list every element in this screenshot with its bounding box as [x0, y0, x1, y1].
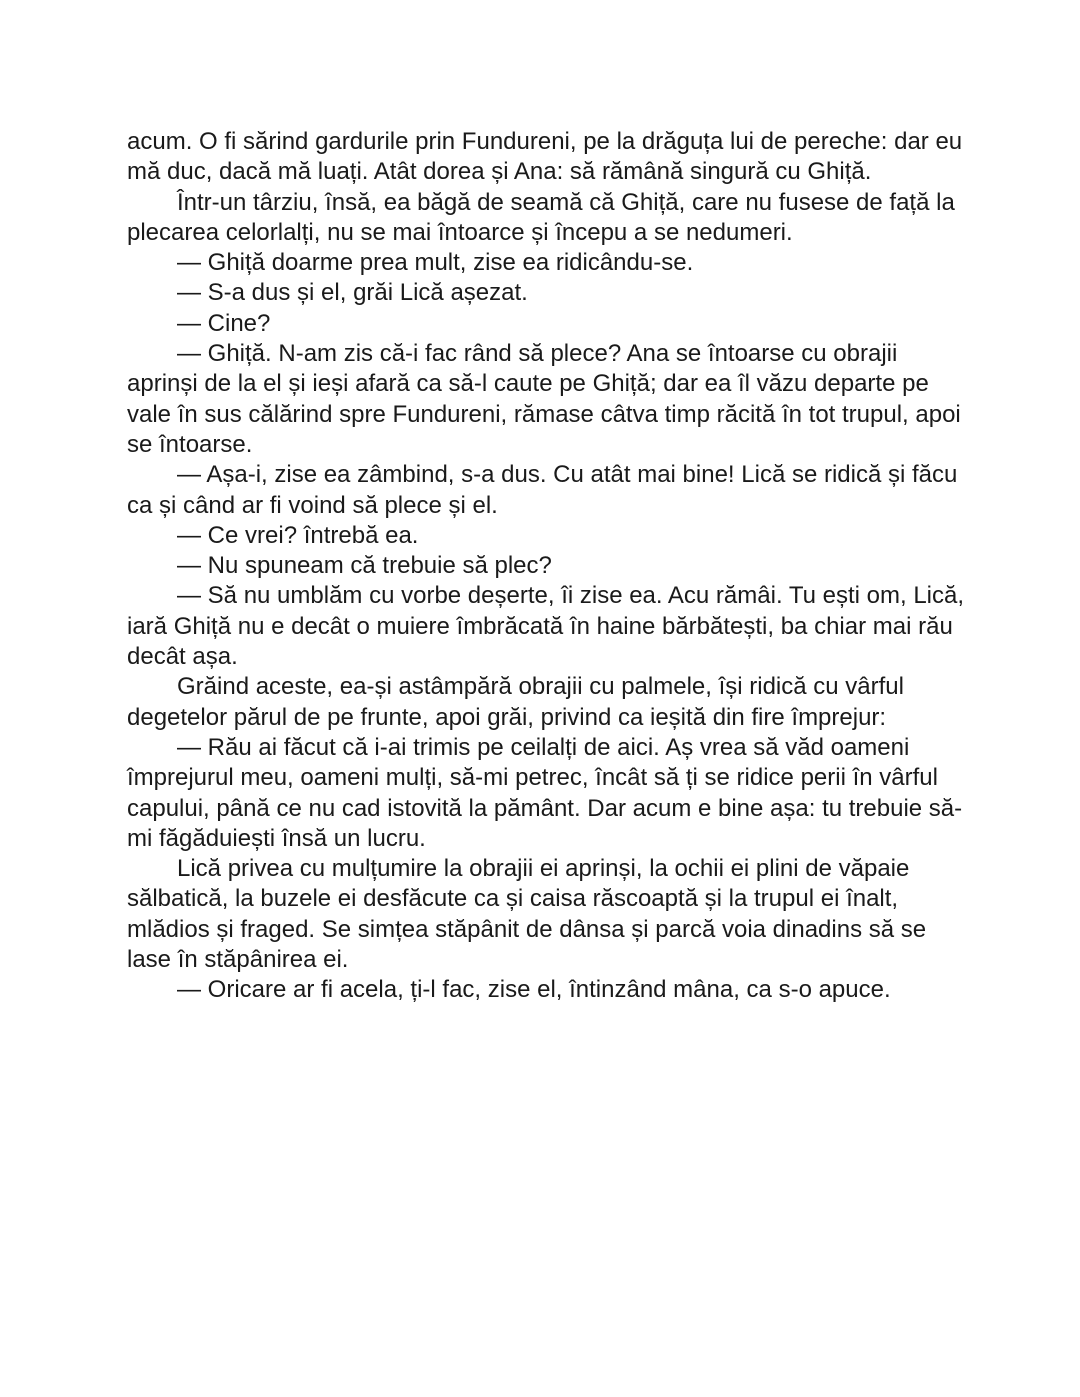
paragraph: acum. O fi sărind gardurile prin Fundureni, pe la drăguța lui de pereche: dar eu mă duc, dacă mă luați. Atât dorea și Ana: să rămână singură cu Ghiță. — [127, 128, 963, 186]
paragraph: Într-un târziu, însă, ea băgă de seamă că Ghiță, care nu fusese de față la plecarea celorlalți, nu se mai întoarce și începu a se nedumeri. — [127, 188, 955, 246]
dialogue-line: — Rău ai făcut că i-ai trimis pe ceilalți de aici. Aș vrea să văd oameni împrejurul meu, oameni mulți, să-mi petrec, încât să ți se ridice perii în vârful capului, până ce nu cad istovită la pământ. Dar acum e bine așa: tu trebuie să-mi făgăduiești însă un lucru. — [127, 733, 963, 852]
dialogue-line: — Așa-i, zise ea zâmbind, s-a dus. Cu atât mai bine! Lică se ridică și făcu ca și când ar fi voind să plece și el. — [127, 461, 958, 519]
dialogue-line: — Ghiță. N-am zis că-i fac rând să plece? Ana se întoarse cu obrajii aprinși de la el și ieși afară ca să-l caute pe Ghiță; dar ea îl văzu departe pe vale în sus călărind spre Fundureni, rămase câtva timp răcită în tot trupul, apoi se întoarse. — [127, 340, 961, 458]
dialogue-line: — Ghiță doarme prea mult, zise ea ridicându-se. — [177, 249, 694, 277]
dialogue-line: — Nu spuneam că trebuie să plec? — [177, 552, 552, 580]
dialogue-line: — Să nu umblăm cu vorbe deșerte, îi zise ea. Acu rămâi. Tu ești om, Lică, iară Ghiță nu e decât o muiere îmbrăcată în haine bărbătești, ba chiar mai rău decât așa. — [127, 582, 965, 671]
dialogue-line: — S-a dus și el, grăi Lică așezat. — [177, 279, 528, 307]
dialogue-line: — Ce vrei? întrebă ea. — [177, 521, 419, 549]
paragraph: Lică privea cu mulțumire la obrajii ei aprinși, la ochii ei plini de văpaie sălbatică, la buzele ei desfăcute ca și caisa răscoaptă și la trupul ei înalt, mlădios și fraged. Se simțea stăpânit de dânsa și parcă voia dinadins să se lase în stăpânirea ei. — [127, 855, 927, 974]
dialogue-line: — Oricare ar fi acela, ți-l fac, zise el, întinzând mâna, ca s-o apuce. — [177, 976, 891, 1004]
body-text — [127, 127, 967, 1006]
paragraph: Grăind aceste, ea-și astâmpără obrajii cu palmele, își ridică cu vârful degetelor părul de pe frunte, apoi grăi, privind ca ieșită din fire împrejur: — [127, 673, 904, 731]
dialogue-line: — Cine? — [177, 309, 271, 337]
